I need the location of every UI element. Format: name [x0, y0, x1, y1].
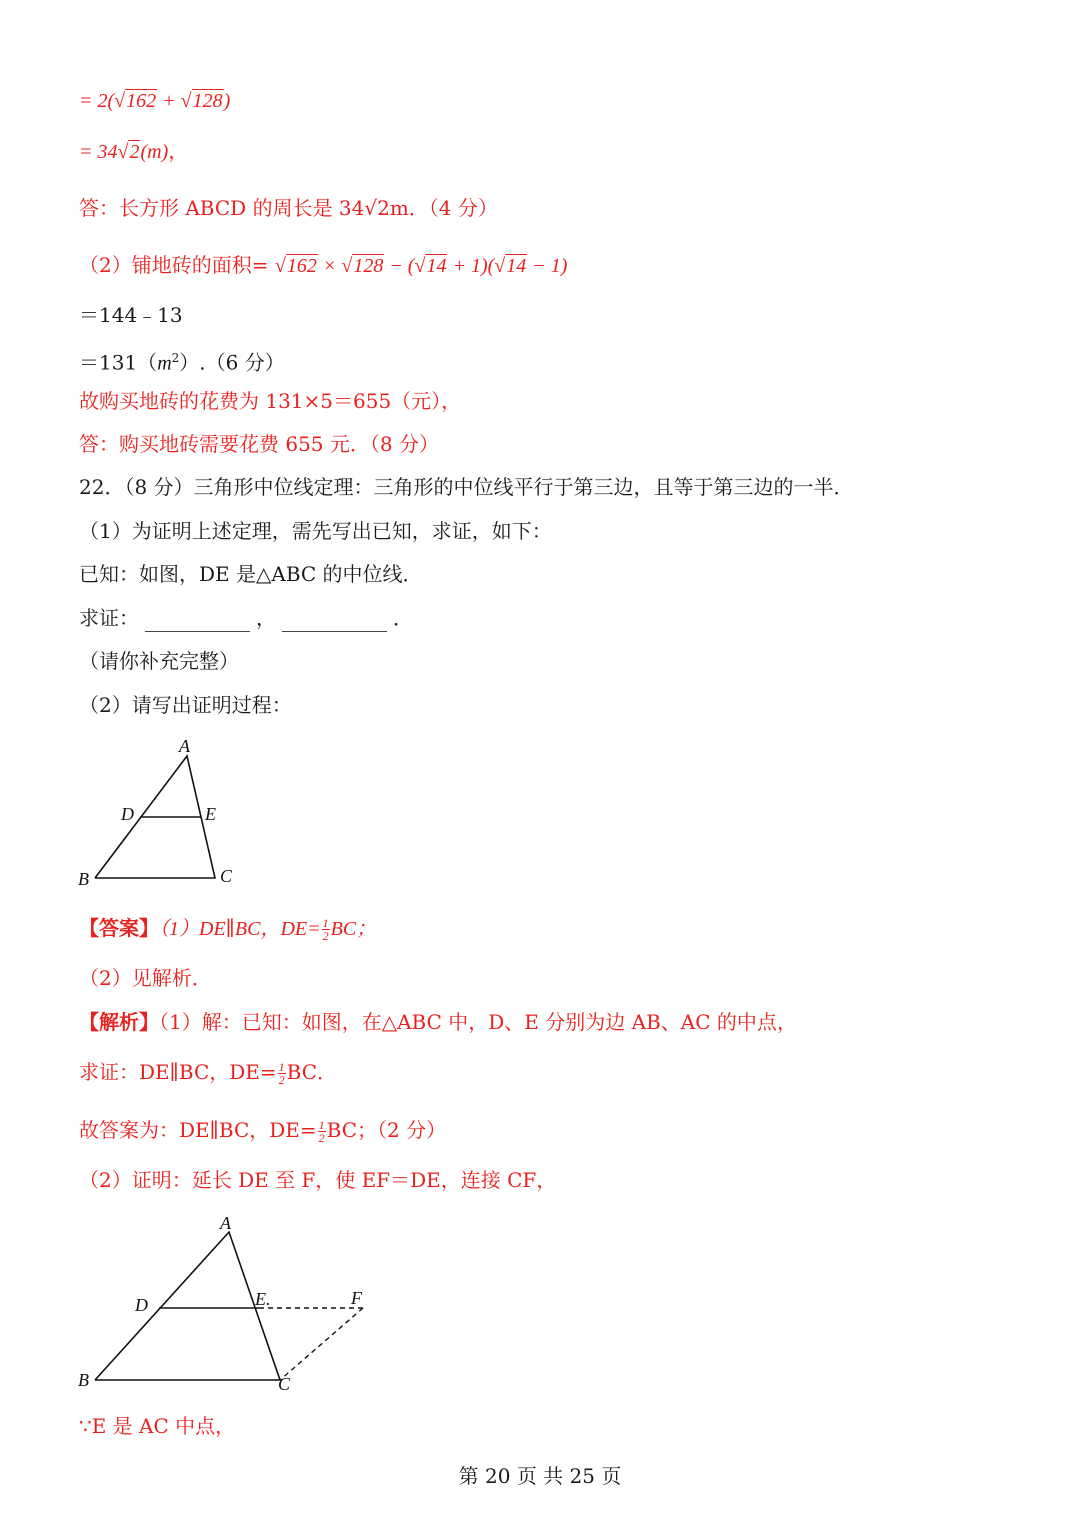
answer-tag: 【答案】 [79, 916, 159, 940]
fill-instruction: （请你补充完整） [79, 649, 239, 673]
label-B: B [78, 1370, 89, 1390]
proof-text-a: 求证：DE∥BC，DE= [79, 1060, 277, 1084]
ans-text-a: 故答案为：DE∥BC，DE= [79, 1118, 317, 1142]
label-C: C [220, 866, 233, 886]
label-A: A [179, 736, 190, 756]
question-22-part2: （2）请写出证明过程： [79, 693, 292, 717]
prove-blank-line [79, 604, 413, 632]
proof-step: （2）证明：延长 DE 至 F，使 EF＝DE，连接 CF， [79, 1168, 557, 1192]
answer-line-cost: 答：购买地砖需要花费 655 元．（8 分） [79, 432, 439, 456]
blank-field-2[interactable] [282, 611, 387, 632]
fraction-half: $\frac{1}{2}$ [322, 916, 329, 943]
calc-line-6: $=131(m^2).(6$ 分） [79, 350, 285, 375]
fraction-half: $\frac{1}{2}$ [318, 1118, 325, 1145]
label-A: A [220, 1213, 231, 1233]
question-22: 22．（8 分）三角形中位线定理：三角形的中位线平行于第三边，且等于第三边的一半． [79, 475, 854, 499]
page-footer: 第 20 页 共 25 页 [458, 1464, 622, 1488]
label-B: B [78, 869, 89, 889]
because-line: ∵E 是 AC 中点， [79, 1414, 236, 1438]
area-formula-line: （2）铺地砖的面积= √162 × √128 − (√14 + 1)(√14 − 1) [79, 253, 568, 277]
triangle-figure-2 [70, 1210, 380, 1399]
label-E: E. [255, 1289, 271, 1309]
label-C: C [278, 1374, 291, 1394]
period: ． [393, 606, 413, 630]
prove-label: 求证： [79, 606, 139, 630]
triangle-figure-1 [70, 730, 250, 894]
label-D: D [135, 1295, 148, 1315]
cost-line: 故购买地砖的花费为 131×5＝655（元）， [79, 389, 462, 413]
calc-line-2: = 34√2(m)， [79, 139, 189, 163]
analysis-tag: 【解析】 [79, 1010, 159, 1034]
label-F: F [351, 1288, 362, 1308]
ans-text-b: BC；（2 分） [326, 1118, 447, 1142]
analysis-prove [79, 1058, 337, 1086]
label-D: D [121, 804, 134, 824]
calc-line-5: ＝144﹣13 [79, 303, 183, 327]
proof-text-b: BC． [286, 1060, 338, 1084]
label-E: E [205, 804, 216, 824]
analysis-line [79, 1008, 797, 1036]
question-22-part1: （1）为证明上述定理，需先写出已知，求证，如下： [79, 519, 552, 543]
answer-line-perimeter: 答：长方形 ABCD 的周长是 34√2m．（4 分） [79, 196, 498, 220]
analysis-answer [79, 1116, 446, 1144]
calc-line-1: = 2(√162 + √128) [79, 90, 231, 112]
blank-field-1[interactable] [145, 611, 250, 632]
answer-text-2: BC； [330, 918, 377, 940]
answer-text-1: （1）DE∥BC，DE= [159, 918, 321, 940]
fraction-half: $\frac{1}{2}$ [278, 1060, 285, 1087]
answer-part2: （2）见解析． [79, 966, 212, 990]
given-line: 已知：如图，DE 是△ABC 的中位线． [79, 562, 423, 586]
answer-section [79, 914, 376, 943]
comma: ， [256, 606, 276, 630]
analysis-text: （1）解：已知：如图，在△ABC 中，D、E 分别为边 AB、AC 的中点， [159, 1010, 797, 1034]
